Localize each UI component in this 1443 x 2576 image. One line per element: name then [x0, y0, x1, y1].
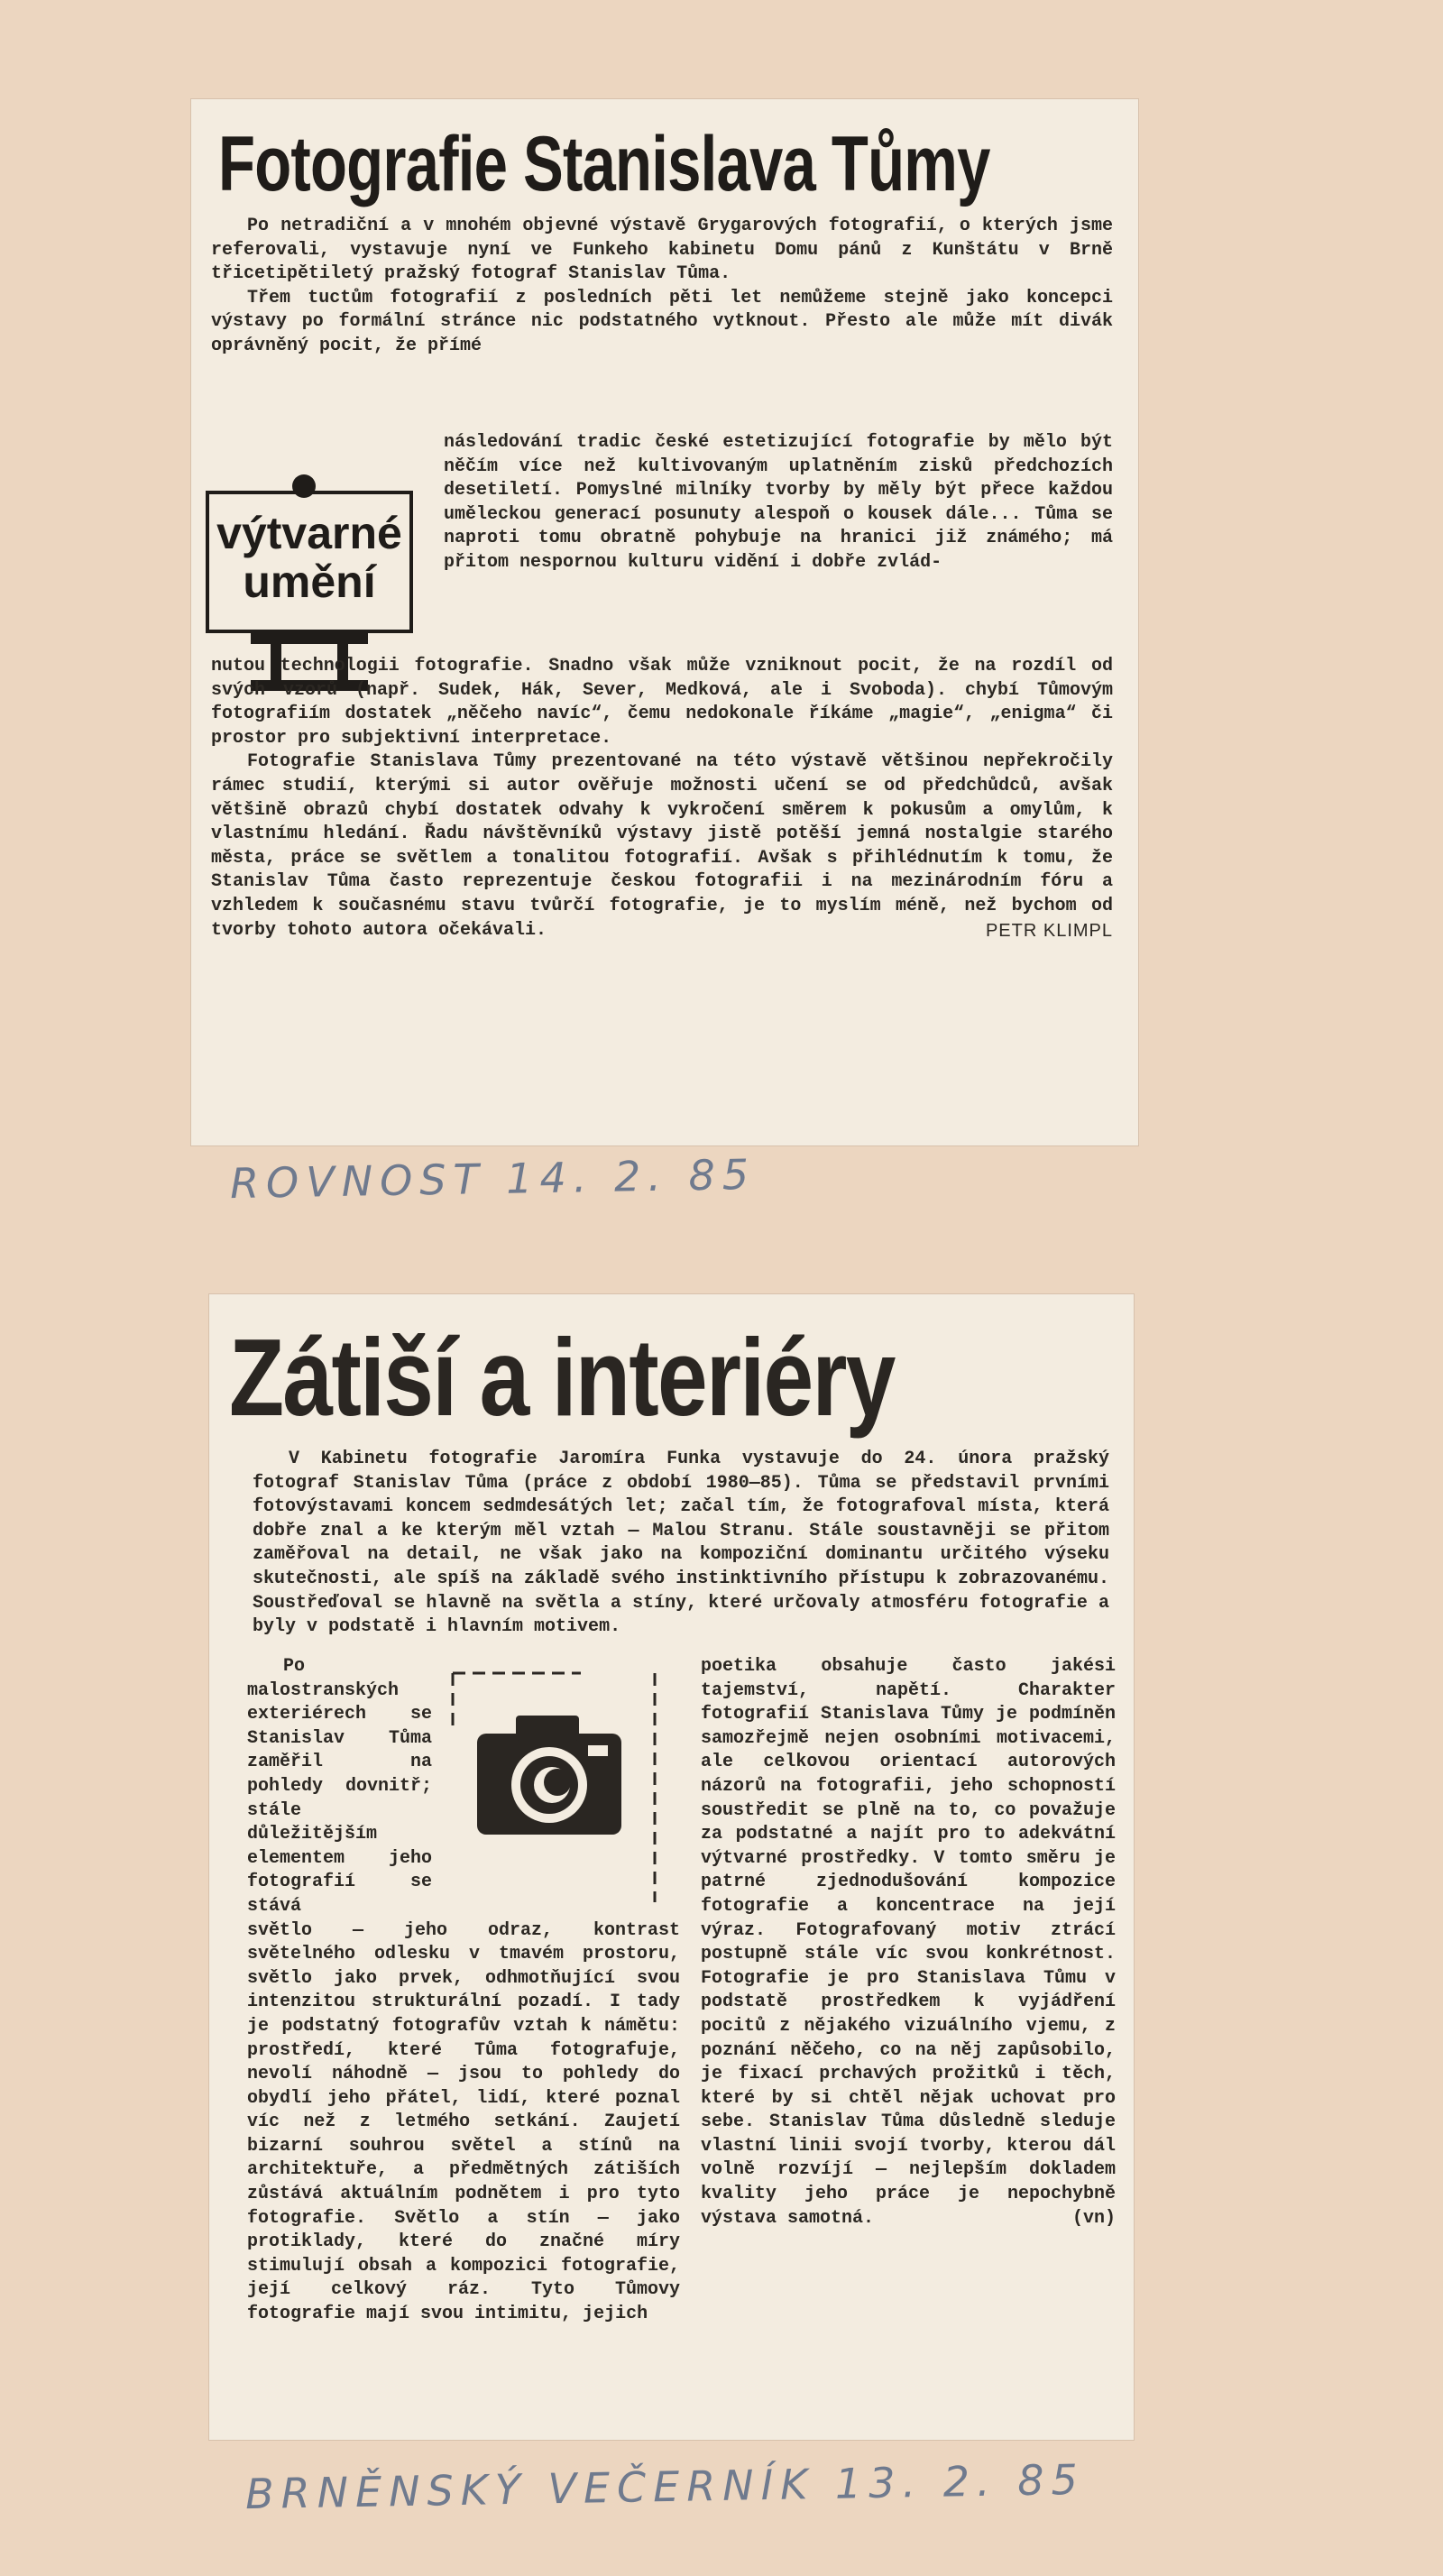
article2-author: (vn): [1071, 2207, 1116, 2229]
camera-icon: [446, 1666, 662, 1909]
clipping-rovnost: [191, 99, 1138, 1145]
article2-col1-narrow: Po malostranských exteriérech se Stanislav Tůma zaměřil na pohledy dovnitř; stále důležitějším elementem jeho fotografií se stává: [247, 1656, 432, 1917]
article1-lead: Po netradiční a v mnohém objevné výstavě Grygarových fotografií, o kterých jsme referovali, vystavuje nyní ve Funkeho kabinetu Domu pánů z Kunštátu v Brně třicetipětiletý pražský fotograf Stanislav Tůma.: [211, 216, 1113, 285]
article2-col2-text: [701, 1655, 1116, 2231]
article2-col2-body: poetika obsahuje často jakési tajemství, napětí. Charakter fotografií Stanislava Tůmy je podmíněn samozřejmě nejen osobními motivacemi, ale celkovou orientací autorových názorů na fotografii, jeho schopností soustředit se plně na to, co považuje za podstatné a najít pro to adekvátní výtvarné prostředky. V tomto směru je patrné zjednodušování kompozice fotografie a koncentrace na její výraz. Fotografovaný motiv ztrácí postupně stále víc svou konkrétnost. Fotografie je pro Stanislava Tůmu v podstatě prostředkem k vyjádření pocitů z nějakého vizuálního vjemu, z poznání něčeho, co na něj zapůsobilo, je fixací prchavých prožitků i těch, které by si chtěl nějak uchovat pro sebe. Stanislav Tůma důsledně sleduje vlastní linii svojí tvorby, kterou dál volně rozvíjí — nejlepším dokladem kvality jeho práce je nepochybně výstava samotná.: [701, 1656, 1116, 2229]
handwritten-source-note-1: ROVNOST 14. 2. 85: [229, 1149, 757, 1209]
article2-col1-wide: světlo — jeho odraz, kontrast světelného odlesku v tmavém prostoru, světlo jako prvek, odhmotňující svou intenzitou strukturální pozadí. I tady je podstatný fotografův vztah k námětu: prostředí, které Tůma fotografuje, nevolí náhodně — jsou to pohledy do obydlí jeho přátel, lidí, které poznal víc než z letmého setkání. Zaujetí bizarní souhrou světel a stínů na architektuře, a předmětných zátiších zůstává aktuálním podnětem i pro tyto fotografie. Světlo a stín — jako protiklady, které do značné míry stimulují obsah a kompozici fotografie, její celkový ráz. Tyto Tůmovy fotografie mají svou intimitu, jejich: [247, 1919, 680, 2325]
clipping-brnensky-vecernik: [209, 1294, 1134, 2440]
article1-p2-end: nutou technologii fotografie. Snadno však může vzniknout pocit, že na rozdíl od svých vzorů (např. Sudek, Hák, Sever, Medková, ale i Svoboda). chybí Tůmovým fotografiím dostatek „něčeho navíc“, čemu nedokonale říkáme „magie“, „enigma“ či prostor pro subjektivní interpretace.: [211, 656, 1113, 749]
article1-rest: [211, 655, 1113, 943]
rubric-box: [206, 491, 413, 633]
rubric-line1: výtvarné: [216, 508, 402, 558]
article1-lead-block: [211, 215, 1113, 359]
article2-lead-block: [253, 1448, 1109, 1640]
article1-p2-middle: následování tradic české estetizující fotografie by mělo být něčím více než kultivovaným uplatněním zisků předchozích desetiletí. Pomyslné milníky tvorby by měly být přece každou uměleckou generací posunuty alespoň o kousek dále... Tůma se naproti tomu obratně pohybuje na hranici již známého; má přitom nespornou kulturu vidění i dobře zvlád-: [444, 432, 1113, 573]
article1-headline: Fotografie Stanislava Tůmy: [218, 121, 990, 207]
article1-p3-text: Fotografie Stanislava Tůmy prezentované na této výstavě většinou nepřekročily rámec studií, kterými si autor ověřuje možnosti učení se od předchůdců, avšak většině obrazů chybí dostatek odvahy k vykročení směrem k pokusům a omylům, k vlastnímu hledání. Řadu návštěvníků výstavy jistě potěší jemná nostalgie starého města, práce se světlem a tonalitou fotografií. Avšak s přihlédnutím k tomu, že Stanislav Tůma často reprezentuje českou fotografii i na mezinárodním fóru a vzhledem k současnému stavu tvůrčí fotografie, je to myslím méně, než bychom od tvorby tohoto autora očekávali.: [211, 751, 1113, 941]
rubric-bar-top: [251, 633, 368, 644]
article2-headline: Zátiší a interiéry: [229, 1316, 895, 1439]
article1-p2-start: Třem tuctům fotografií z posledních pěti let nemůžeme stejně jako koncepci výstavy po formální stránce nic podstatného vytknout. Přesto ale může mít divák oprávněný pocit, že přímé: [211, 287, 1113, 356]
article1-p3: [211, 750, 1113, 943]
rubric-line2: umění: [243, 557, 376, 607]
article1-beside-rubric: [444, 431, 1113, 575]
article1-author: PETR KLIMPL: [985, 920, 1113, 941]
article2-column-2: [701, 1655, 1116, 2231]
handwritten-source-note-2: BRNĚNSKÝ VEČERNÍK 13. 2. 85: [244, 2454, 1086, 2519]
article2-lead: V Kabinetu fotografie Jaromíra Funka vystavuje do 24. února pražský fotograf Stanislav Tůma (práce z období 1980—85). Tůma se představil prvními fotovýstavami koncem sedmdesátých let; začal tím, že fotografoval místa, která dobře znal a ke kterým měl vztah — Malou Stranu. Stále soustavněji se přitom zaměřoval na detail, ne však jako na kompoziční dominantu určitého výseku skutečnosti, ale spíš na základě svého instinktivního přístupu k zobrazovanému. Soustřeďoval se hlavně na světla a stíny, které určovaly atmosféru fotografie a byly v podstatě i hlavním motivem.: [253, 1449, 1109, 1638]
